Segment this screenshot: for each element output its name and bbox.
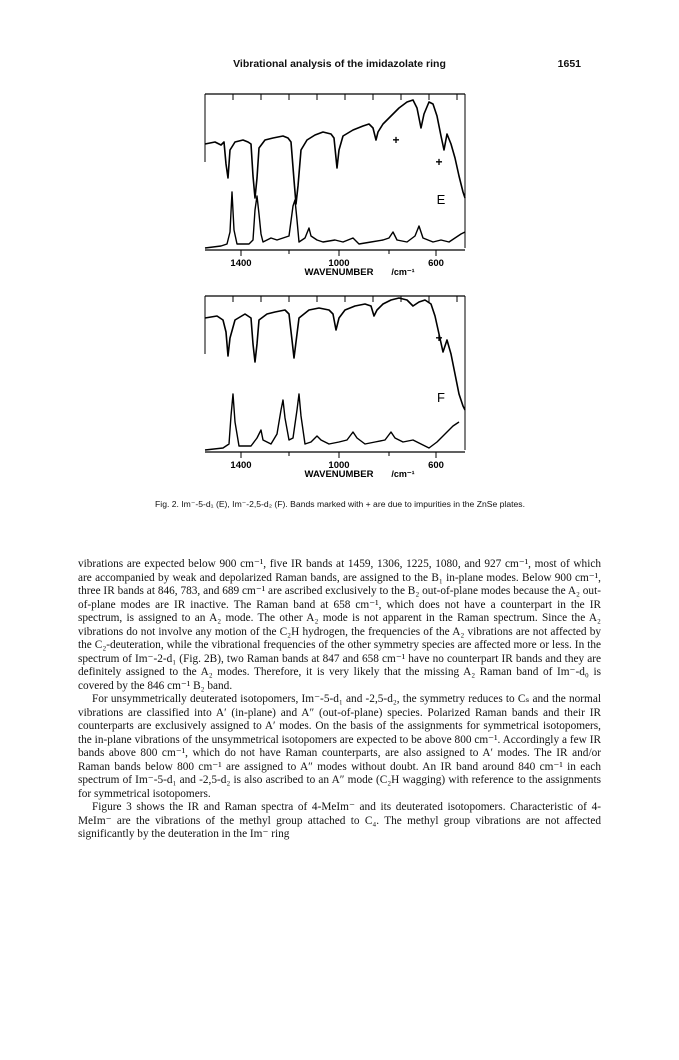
tick-label-1000: 1000: [328, 460, 350, 471]
tick-label-600: 600: [428, 460, 444, 471]
paragraph: vibrations are expected below 900 cm⁻¹, five IR bands at 1459, 1306, 1225, 1080, and 927 cm⁻¹, most of which are accompanied by weak and depolarized Raman bands, are assigned to the B₁ in-plane modes. Below 900 cm⁻¹, three IR bands at 846, 783, and 689 cm⁻¹ are ascribed exclusively to the B₂ out-of-plane modes because the A₂ out-of-plane modes are IR inactive. The Raman band at 658 cm⁻¹, which does not have a counterpart in the IR spectrum, is assigned to an A₂ mode. The other A₂ mode is not apparent in the Raman spectrum. Since the A₂ vibrations do not involve any motion of the C₂H hydrogen, the frequencies of the A₂ vibrations are not affected by the C₂-deuteration, while the vibrational frequencies of the other symmetry species are affected more or less. In the spectrum of Im⁻-2-d₁ (Fig. 2B), two Raman bands at 847 and 658 cm⁻¹ have no counterpart IR bands and they are definitely assigned to the A₂ modes. Therefore, it is very likely that the missing A₂ Raman band of Im⁻-d₀ is covered by the 846 cm⁻¹ B₂ band.: [78, 558, 601, 692]
ir-spectrum-trace: [205, 100, 465, 204]
axis-unit: /cm⁻¹: [391, 267, 415, 277]
paragraph: Figure 3 shows the IR and Raman spectra of 4-MeIm⁻ and its deuterated isotopomers. Characteristic of 4-MeIm⁻ are the vibrations of the methyl group attached to C₄. The methyl group vibrations are not affected significantly by the deuteration in the Im⁻ ring: [78, 801, 601, 840]
page-header: [0, 58, 679, 74]
top-ticks: [205, 94, 457, 100]
axis-label: WAVENUMBER: [304, 469, 374, 480]
spectrum-figure-f: [193, 282, 483, 482]
figure-caption: Fig. 2. Im⁻-5-d₁ (E), Im⁻-2,5-d₂ (F). Bands marked with + are due to impurities in the ZnSe plates.: [155, 499, 525, 509]
raman-spectrum-trace: [205, 394, 459, 450]
running-title: Vibrational analysis of the imidazolate ring: [233, 58, 446, 70]
impurity-marker: +: [392, 133, 400, 147]
bottom-ticks: [241, 452, 436, 458]
raman-spectrum-trace: [205, 192, 465, 248]
paragraph: For unsymmetrically deuterated isotopomers, Im⁻-5-d₁ and -2,5-d₂, the symmetry reduces to Cₛ and the normal vibrations are classified into A′ (in-plane) and A″ (out-of-plane) species. Polarized Raman bands and their IR counterparts are exclusively assigned to A′ modes. On the basis of the assignments for symmetrical isotopomers, the in-plane vibrations of the unsymmetrical isotopomers are expected to be above 800 cm⁻¹. Accordingly a few IR bands above 800 cm⁻¹, which do not have Raman counterparts, are also assigned to A′ modes. The IR and/or Raman bands below 800 cm⁻¹ are assigned to A″ modes without doubt. An IR band around 840 cm⁻¹ in each spectrum of Im⁻-5-d₁ and -2,5-d₂ is also ascribed to an A″ mode (C₂H wagging) with reference to the assignments for symmetrical isotopomers.: [78, 693, 601, 800]
panel-label-f: F: [437, 390, 445, 405]
tick-label-1400: 1400: [230, 258, 252, 269]
tick-label-1400: 1400: [230, 460, 252, 471]
axis-label: WAVENUMBER: [304, 267, 374, 278]
panel-label-e: E: [436, 192, 446, 207]
tick-label-600: 600: [428, 258, 444, 269]
page-number: 1651: [557, 58, 581, 70]
bottom-ticks: [241, 250, 436, 256]
impurity-markers: [392, 133, 442, 169]
impurity-marker: +: [435, 155, 443, 169]
impurity-markers: [435, 331, 442, 345]
impurity-marker: +: [435, 331, 443, 345]
spectrum-figure-e: [193, 80, 483, 280]
tick-label-1000: 1000: [328, 258, 350, 269]
ir-spectrum-trace: [205, 298, 465, 410]
body-text: [78, 558, 601, 842]
axis-unit: /cm⁻¹: [391, 469, 415, 479]
